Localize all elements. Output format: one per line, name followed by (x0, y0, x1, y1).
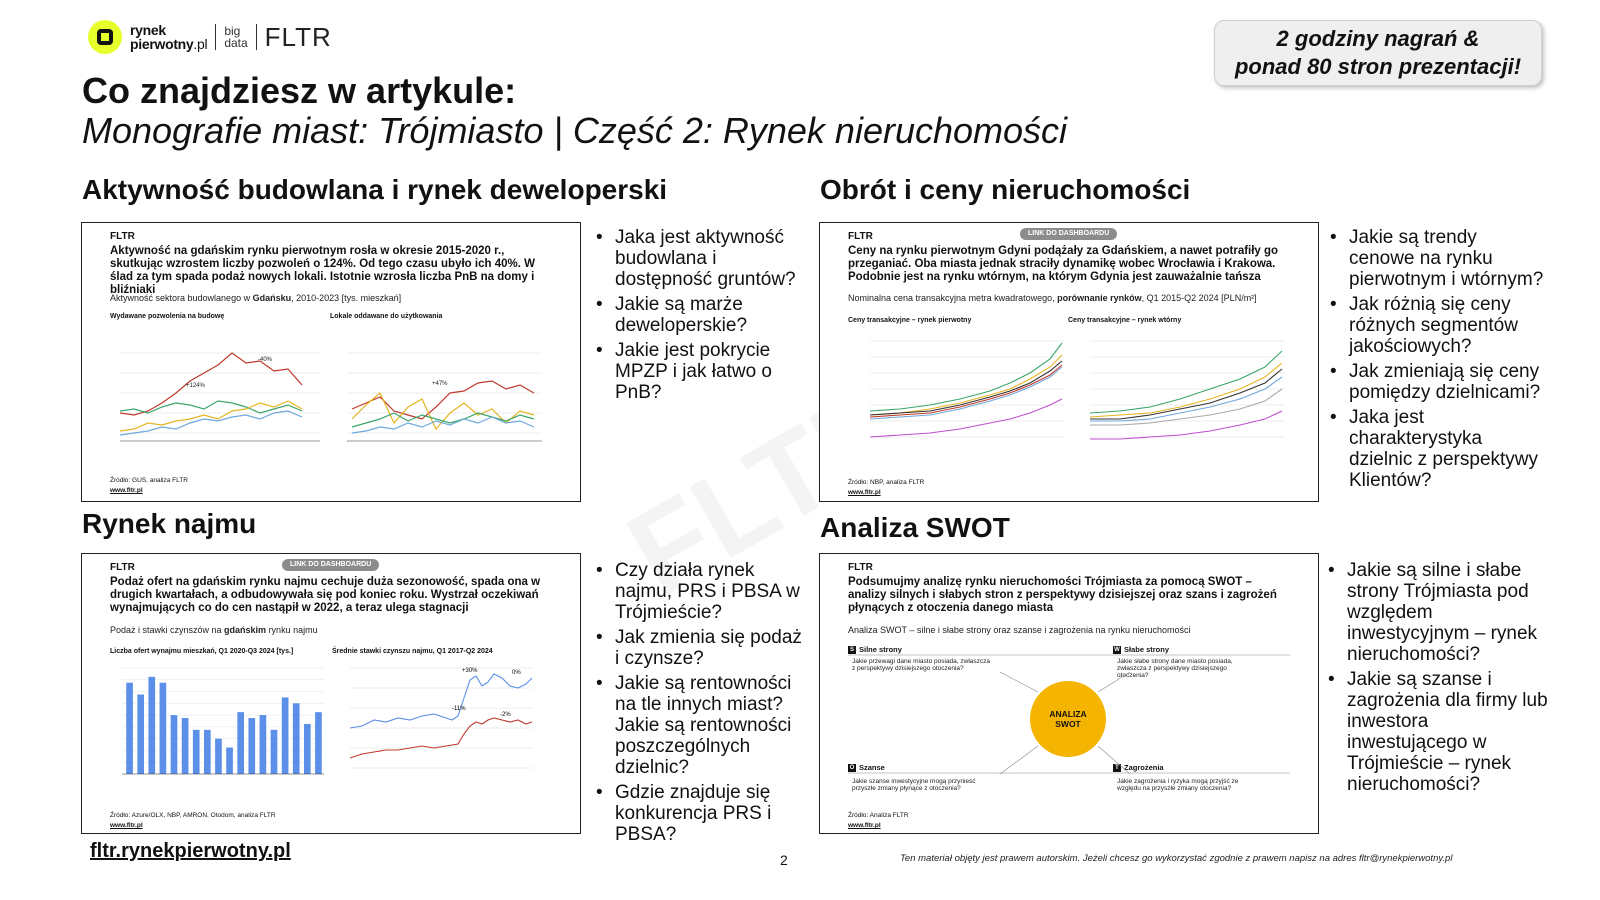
page-number: 2 (780, 852, 788, 868)
logo-mark-icon (88, 20, 122, 54)
bullet-item: • Gdzie znajduje się konkurencja PRS i PBSA? (596, 782, 811, 845)
chart-bar (315, 712, 322, 774)
chart-bar (226, 748, 233, 775)
swot-strengths-text: Jakie przewagi dane miasto posiada, zwłaszcza z perspektywy dzisiejszego otoczenia? (852, 658, 991, 672)
slide-url[interactable]: www.fltr.pl (848, 489, 881, 496)
chart-bar (215, 739, 222, 774)
chart-bar (193, 730, 200, 774)
chart-bar (160, 683, 167, 774)
bullet-item: • Jakie są silne i słabe strony Trójmiasta pod względem inwestycyjnym – rynek nieruchomości? (1328, 560, 1548, 665)
chart-bar (282, 697, 289, 774)
svg-text:+47%: +47% (432, 381, 448, 387)
fltr-logo: FLTR (264, 21, 332, 52)
slide-brand: FLTR (848, 231, 873, 242)
chart-bar (126, 683, 133, 774)
dashboard-link-button[interactable]: LINK DO DASHBOARDU (1020, 228, 1117, 240)
slide-thumbnail-construction[interactable] (81, 222, 581, 502)
slide-subtitle: Aktywność sektora budowlanego w Gdańsku, 2010-2023 [tys. mieszkań] (110, 293, 402, 303)
svg-text:0%: 0% (512, 670, 521, 676)
logo-text: rynek pierwotny.pl (130, 22, 208, 52)
bullet-item: • Jaka jest charakterystyka dzielnic z perspektywy Klientów? (1330, 407, 1545, 491)
chart-bar (260, 715, 267, 774)
prices-line-charts (840, 327, 1300, 462)
promo-badge: 2 godziny nagrań & ponad 80 stron prezentacji! (1214, 20, 1542, 86)
swot-weaknesses-text: Jakie słabe strony dane miasto posiada, zwłaszcza z perspektywy dzisiejszego otoczenia? (1117, 658, 1233, 679)
rent-rates-line-chart (332, 658, 562, 788)
bullet-item: • Jakie jest pokrycie MPZP i jak łatwo o PnB? (596, 340, 796, 403)
bullet-item: • Jakie są szanse i zagrożenia dla firmy lub inwestora inwestującego w Trójmieście – rynek nieruchomości? (1328, 669, 1548, 795)
chart-bar (248, 718, 255, 774)
svg-text:+124%: +124% (186, 383, 205, 389)
swot-opportunities-label: O Szanse (849, 763, 885, 772)
section-title-construction: Aktywność budowlana i rynek deweloperski (82, 174, 668, 205)
bullet-list-construction (596, 227, 796, 407)
slide-brand: FLTR (110, 231, 135, 242)
swot-strengths-label: S Silne strony (849, 645, 902, 654)
bullet-list-swot (1328, 560, 1548, 799)
chart-bar (237, 712, 244, 774)
chart-bar (182, 718, 189, 774)
swot-weaknesses-label: W Słabe strony (1114, 645, 1170, 654)
logo-separator (256, 24, 257, 50)
slide-title: Podaż ofert na gdańskim rynku najmu cechuje duża sezonowość, spada ona w drugich kwartałach, a odbudowywała się pod koniec roku. Wystrzał oczekiwań wynajmujących co do cen nastąpił w 2022, a teraz ulega stagnacji (110, 576, 541, 614)
slide-thumbnail-swot[interactable] (819, 553, 1319, 834)
rynekpierwotny-logo[interactable] (88, 18, 332, 56)
swot-center-circle: ANALIZA SWOT (1030, 681, 1106, 757)
bullet-list-prices (1330, 227, 1545, 495)
page-title: Co znajdziesz w artykule: (82, 70, 517, 111)
footer-url-link[interactable]: fltr.rynekpierwotny.pl (90, 840, 291, 862)
chart-bar (204, 730, 211, 774)
slide-url[interactable]: www.fltr.pl (848, 822, 881, 829)
bullet-item: • Jakie są marże deweloperskie? (596, 294, 796, 336)
svg-text:-2%: -2% (500, 712, 511, 718)
chart-bar (293, 703, 300, 774)
page-subtitle: Monografie miast: Trójmiasto | Część 2: Rynek nieruchomości (82, 110, 1068, 151)
bullet-item: • Jaka jest aktywność budowlana i dostępność gruntów? (596, 227, 796, 290)
chart-title: Ceny transakcyjne – rynek wtórny (1068, 317, 1182, 324)
chart-bar (271, 730, 278, 774)
slide-title: Ceny na rynku pierwotnym Gdyni podążały za Gdańskiem, a nawet potrafiły go przeganiać. Oba miasta jednak straciły dynamikę wobec Wrocławia i Krakowa. Podobnie jest na rynku wtórnym, na którym Gdynia jest zauważalnie tańsza (848, 245, 1279, 283)
chart-bar (137, 695, 144, 775)
logo-separator (215, 24, 216, 50)
construction-line-charts (102, 323, 562, 458)
slide-url[interactable]: www.fltr.pl (110, 487, 143, 494)
slide-brand: FLTR (110, 562, 135, 573)
chart-title: Liczba ofert wynajmu mieszkań, Q1 2020-Q3 2024 [tys.] (110, 648, 294, 655)
bullet-item: • Jakie są rentowności na tle innych miast? Jakie są rentowności poszczególnych dzielnic? (596, 673, 811, 778)
chart-bar (148, 677, 155, 774)
slide-brand: FLTR (848, 562, 873, 573)
copyright-email-link[interactable]: fltr@rynekpierwotny.pl (1359, 853, 1453, 864)
bullet-item: • Jak zmienia się podaż i czynsze? (596, 627, 811, 669)
slide-subtitle: Podaż i stawki czynszów na gdańskim rynku najmu (110, 625, 318, 635)
bullet-item: • Jak różnią się ceny różnych segmentów jakościowych? (1330, 294, 1545, 357)
chart-bar (171, 715, 178, 774)
chart-title: Średnie stawki czynszu najmu, Q1 2017-Q2 2024 (332, 648, 493, 655)
bullet-list-rental (596, 560, 811, 849)
section-title-prices: Obrót i ceny nieruchomości (820, 174, 1191, 205)
slide-title: Podsumujmy analizę rynku nieruchomości Trójmiasta za pomocą SWOT – analizy silnych i słabych stron z perspektywy dzisiejszej oraz szans i zagrożeń płynących z otoczenia danego miasta (848, 576, 1277, 614)
bullet-item: • Jak zmieniają się ceny pomiędzy dzielnicami? (1330, 361, 1545, 403)
slide-source: Źródło: GUS, analiza FLTR (110, 477, 188, 484)
svg-text:-11%: -11% (452, 706, 466, 712)
slide-url[interactable]: www.fltr.pl (110, 822, 143, 829)
bullet-item: • Czy działa rynek najmu, PRS i PBSA w Trójmieście? (596, 560, 811, 623)
svg-text:-40%: -40% (258, 357, 273, 363)
swot-opportunities-text: Jakie szanse inwestycyjne mogą przynieść przyszłe zmiany płynące z otoczenia? (852, 778, 976, 792)
dashboard-link-button[interactable]: LINK DO DASHBOARDU (282, 559, 379, 571)
section-title-swot: Analiza SWOT (820, 512, 1010, 543)
chart-title: Wydawane pozwolenia na budowę (110, 313, 225, 320)
bullet-item: • Jakie są trendy cenowe na rynku pierwotnym i wtórnym? (1330, 227, 1545, 290)
slide-title: Aktywność na gdańskim rynku pierwotnym rosła w okresie 2015-2020 r., skutkując wzrostem liczby pozwoleń o 124%. Od tego czasu ubyło ich 40%. W ślad za tym spada podaż nowych lokali. Istotnie wzrosła liczba PnB na domy i bliźniaki (110, 245, 535, 296)
bigdata-logo: big data (224, 24, 248, 50)
section-title-rental: Rynek najmu (82, 508, 257, 539)
swot-threats-text: Jakie zagrożenia i ryzyka mogą przyjść ze względu na przyszłe zmiany otoczenia? (1117, 778, 1239, 792)
slide-thumbnail-rental[interactable] (81, 553, 581, 834)
slide-thumbnail-prices[interactable] (819, 222, 1319, 502)
slide-source: Źródło: Azure/OLX, NBP, AMRON, Otodom, analiza FLTR (110, 812, 276, 819)
slide-source: Źródło: Analiza FLTR (848, 812, 909, 819)
slide-subtitle: Nominalna cena transakcyjna metra kwadratowego, porównanie rynków, Q1 2015-Q2 2024 [PLN/m²] (848, 293, 1257, 303)
chart-title: Ceny transakcyjne – rynek pierwotny (848, 317, 972, 324)
rental-offers-bar-chart (102, 658, 327, 788)
copyright-notice: Ten materiał objęty jest prawem autorskim. Jeżeli chcesz go wykorzystać zgodnie z prawem napisz na adres fltr@rynekpierwotny.pl (900, 853, 1453, 864)
swot-threats-label: T Zagrożenia (1113, 763, 1164, 772)
svg-text:+30%: +30% (462, 668, 478, 674)
chart-title: Lokale oddawane do użytkowania (330, 313, 443, 320)
slide-subtitle: Analiza SWOT – silne i słabe strony oraz szanse i zagrożenia na rynku nieruchomości (848, 625, 1191, 635)
chart-bar (304, 724, 311, 774)
slide-source: Źródło: NBP, analiza FLTR (848, 479, 925, 486)
